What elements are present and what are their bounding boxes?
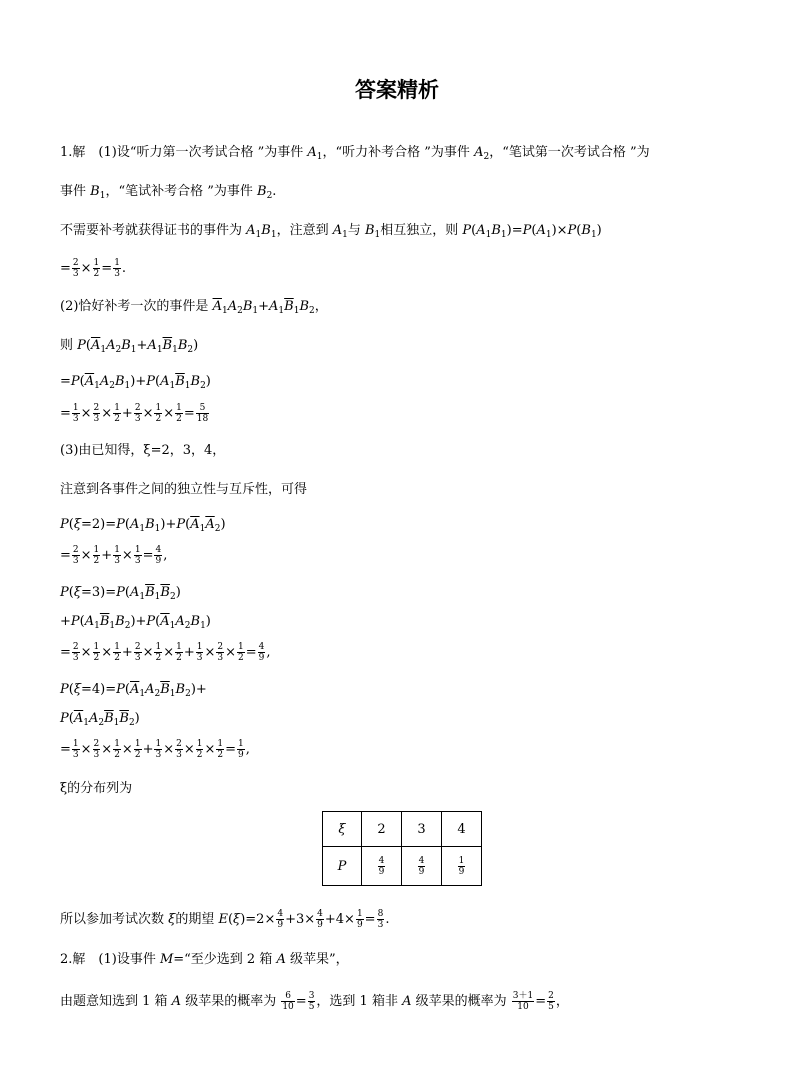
page-title: 答案精析	[355, 78, 439, 102]
table-cell: $\frac{1}{9}$	[442, 847, 482, 886]
p1-line7: $=P(\overline{A}_1A_2B_1)+P(A_1\overline{B}_1B_2)$	[60, 374, 211, 391]
p1-line1: 1.解 (1)设“听力第一次考试合格 ”为事件 $A_1$，“听力补考合格 ”为事件 $A_2$，“笔试第一次考试合格 ”为	[60, 145, 650, 162]
p1-line12: = $\frac{2}{3}$ × $\frac{1}{2}$ + $\frac{1}{3}$ × $\frac{1}{3}$ = $\frac{4}{9}$ ,	[60, 545, 168, 566]
p1-line19: ξ的分布列为	[60, 781, 133, 796]
table-cell: 2	[362, 812, 402, 847]
p1-line11: $P(\xi=2)=P(A_1B_1)+P(\overline{A}_1\overline{A}_2)$	[60, 517, 226, 534]
p1-line16: $P(\xi=4)=P(\overline{A}_1A_2\overline{B}_1B_2)+$	[60, 682, 207, 699]
p1-line2: 事件 $B_1$，“笔试补考合格 ”为事件 $B_2$.	[60, 184, 277, 201]
table-cell-xi: ξ	[323, 812, 362, 847]
p1-line3: 不需要补考就获得证书的事件为 $A_1B_1$，注意到 $A_1$与 $B_1$相互独立，则 $P(A_1B_1)=P(A_1)\times P(B_1)$	[60, 223, 602, 240]
table-row	[323, 847, 482, 886]
p2-line2: 由题意知选到 1 箱 A 级苹果的概率为 $\frac{6}{10}$ = $\frac{3}{5}$ ，选到 1 箱非 A 级苹果的概率为 $\frac{3+1}{10}$ = $\frac{2}{5}$ ，	[60, 991, 569, 1012]
p1-line8: = $\frac{1}{3}$ × $\frac{2}{3}$ × $\frac{1}{2}$ + $\frac{2}{3}$ × $\frac{1}{2}$ × $\frac{1}{2}$ = $\frac{5}{18}$	[60, 403, 209, 424]
p1-line13: $P(\xi=3)=P(A_1\overline{B}_1\overline{B}_2)$	[60, 585, 181, 602]
p1-line10: 注意到各事件之间的独立性与互斥性，可得	[60, 482, 308, 497]
p2-line1: 2.解 (1)设事件 M=“至少选到 2 箱 A 级苹果”，	[60, 952, 349, 967]
p1-line5: (2)恰好补考一次的事件是 $\overline{A}_1A_2B_1+A_1\overline{B}_1B_2$，	[60, 299, 328, 316]
table-cell-p: P	[323, 847, 362, 886]
p1-line15: = $\frac{2}{3}$ × $\frac{1}{2}$ × $\frac{1}{2}$ + $\frac{2}{3}$ × $\frac{1}{2}$ × $\frac{1}{2}$ + $\frac{1}{3}$ × $\frac{2}{3}$ × $\frac{1}{2}$ = $\frac{4}{9}$ ,	[60, 642, 271, 663]
table-cell: 4	[442, 812, 482, 847]
p1-line6: 则 $P(\overline{A}_1A_2B_1+A_1\overline{B}_1B_2)$	[60, 338, 199, 355]
p1-line20: 所以参加考试次数 ξ的期望 E(ξ)=2× $\frac{4}{9}$ +3× $\frac{4}{9}$ +4× $\frac{1}{9}$ = $\frac{8}{3}$ .	[60, 909, 390, 930]
p1-line18: = $\frac{1}{3}$ × $\frac{2}{3}$ × $\frac{1}{2}$ × $\frac{1}{2}$ + $\frac{1}{3}$ × $\frac{2}{3}$ × $\frac{1}{2}$ × $\frac{1}{2}$ = $\frac{1}{9}$ ,	[60, 739, 250, 760]
p1-line14: $+P(A_1\overline{B}_1B_2)+P(\overline{A}_1A_2B_1)$	[60, 614, 211, 631]
p1-line4: = $\frac{2}{3}$ × $\frac{1}{2}$ = $\frac{1}{3}$ .	[60, 258, 127, 279]
table-cell: $\frac{4}{9}$	[362, 847, 402, 886]
table-cell: 3	[402, 812, 442, 847]
distribution-table	[322, 811, 482, 886]
table-cell: $\frac{4}{9}$	[402, 847, 442, 886]
p1-line17: $P(\overline{A}_1A_2\overline{B}_1\overline{B}_2)$	[60, 711, 140, 728]
p1-line9: (3)由已知得，ξ=2，3，4，	[60, 443, 226, 458]
table-row	[323, 812, 482, 847]
